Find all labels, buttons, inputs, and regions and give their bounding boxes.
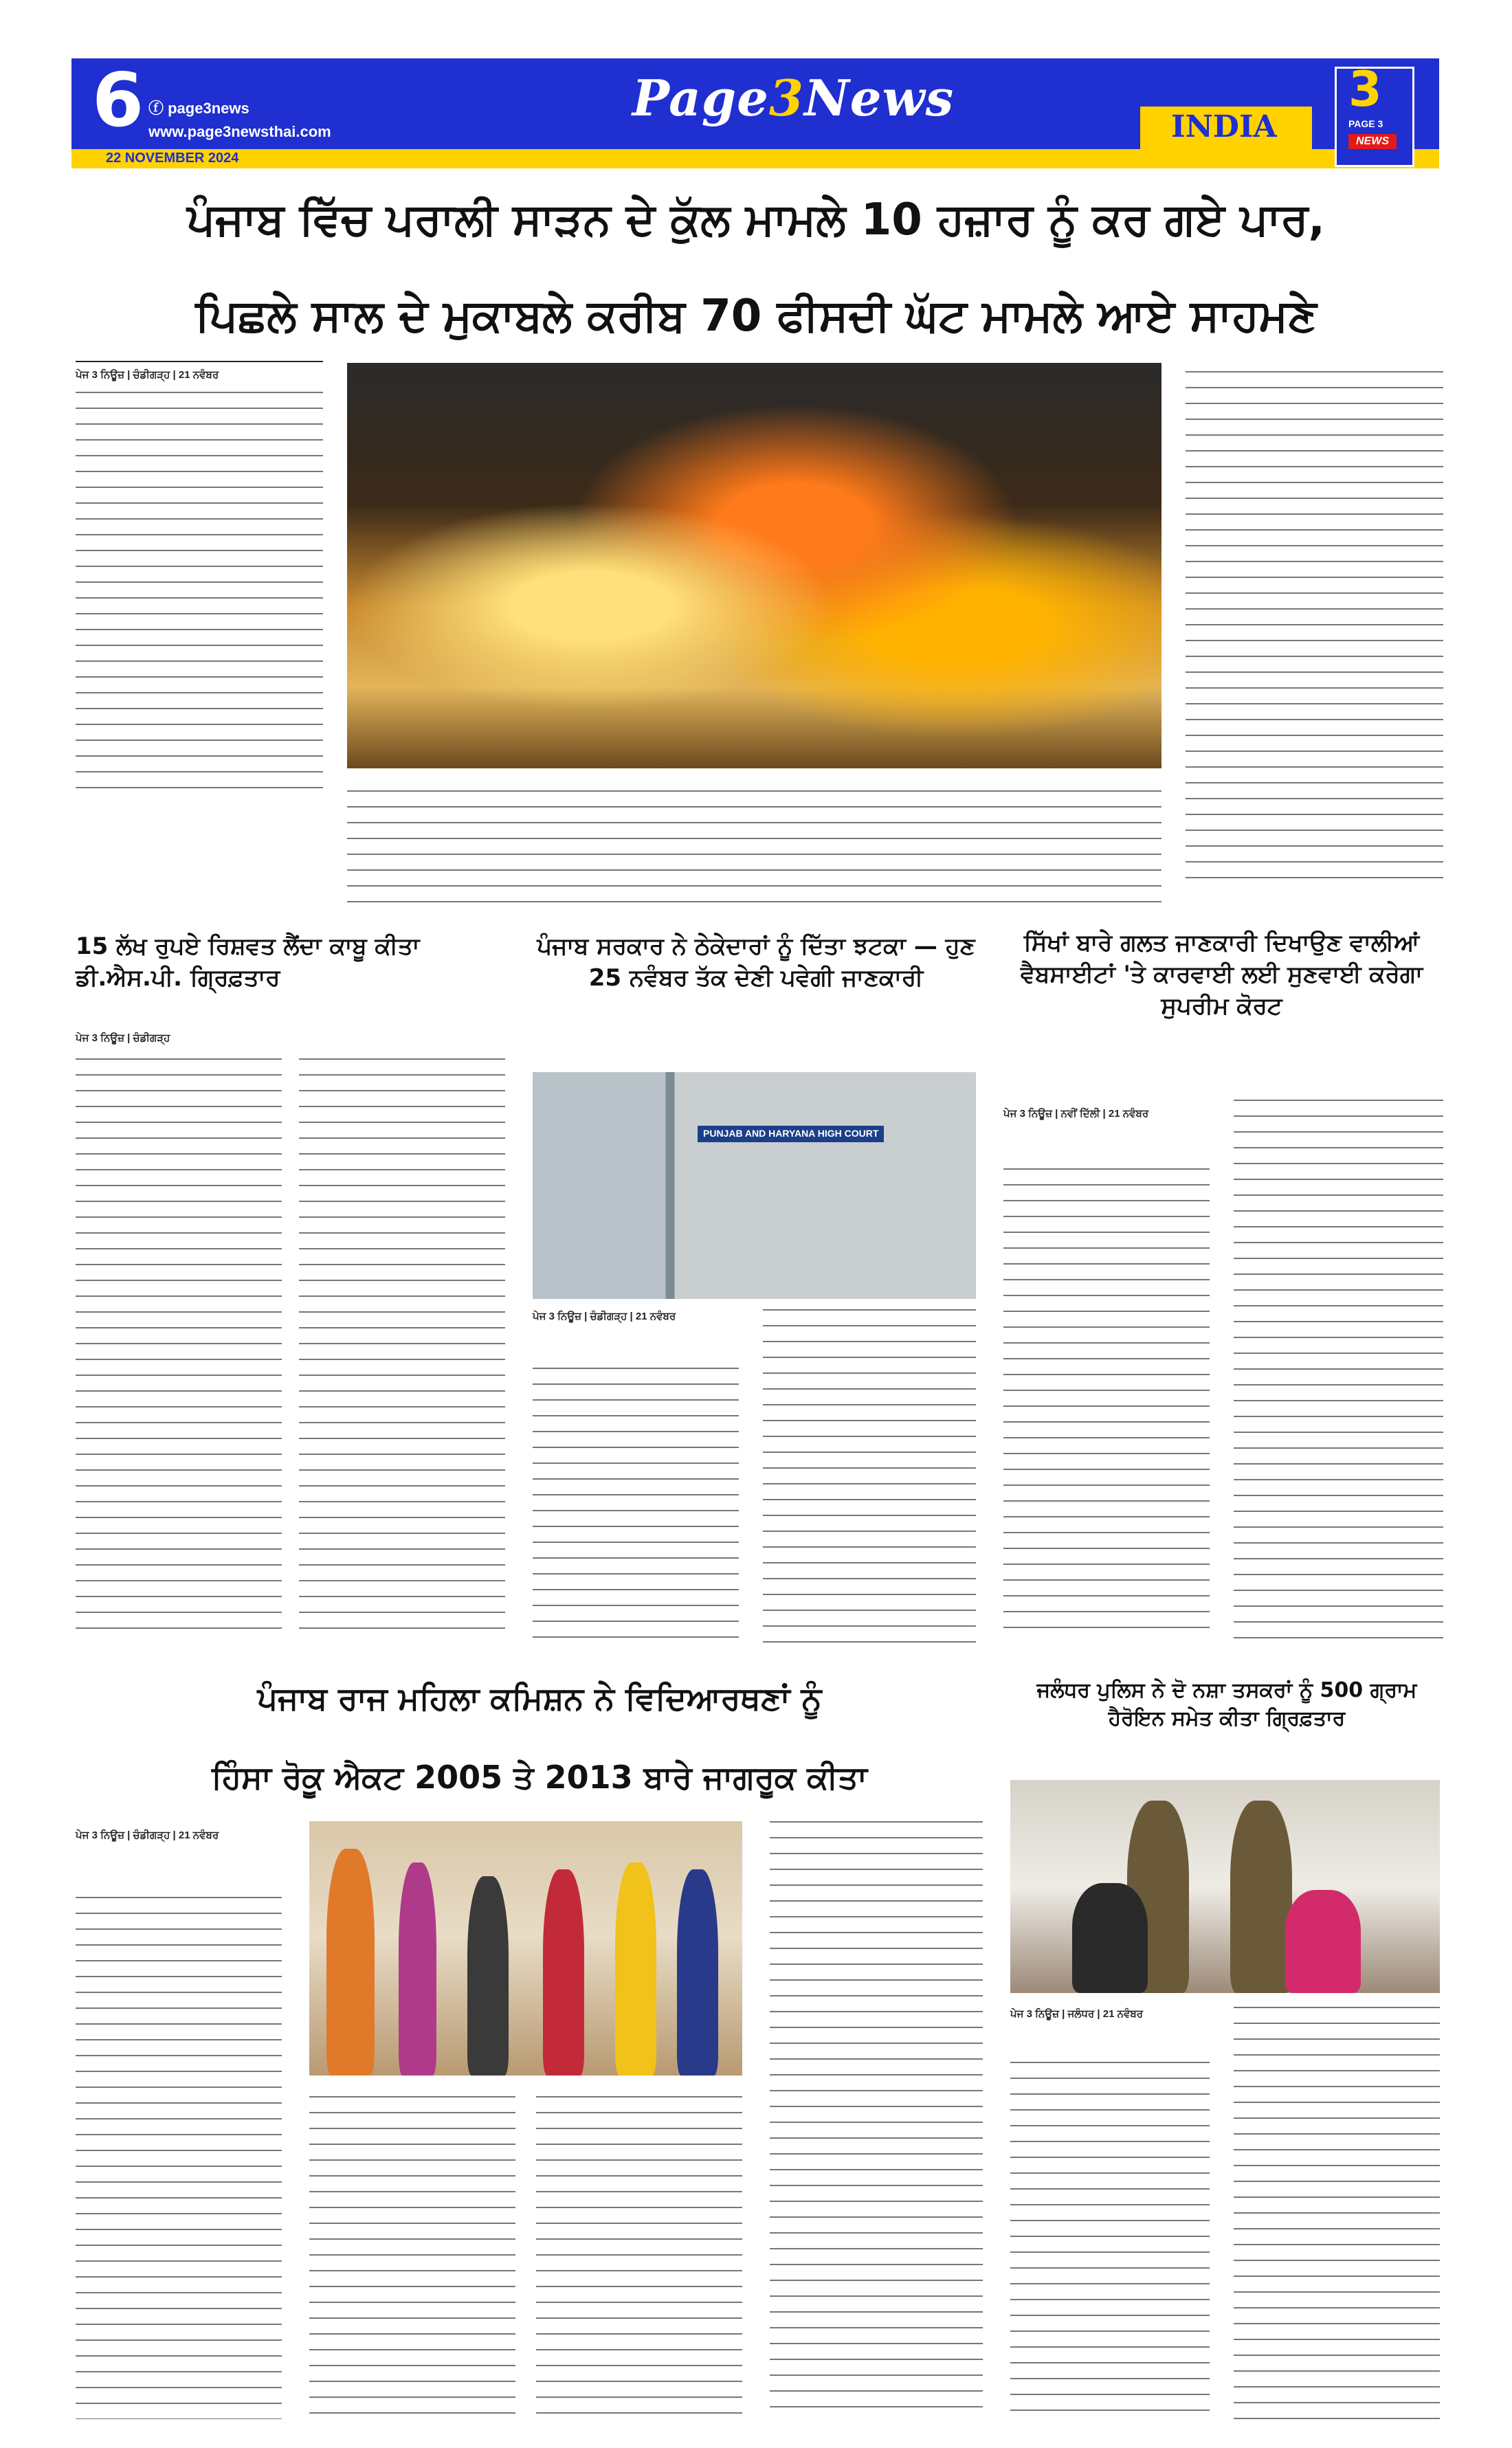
story5-column-4 — [770, 1821, 983, 2419]
story6-column-1 — [1010, 2062, 1210, 2419]
website-link[interactable]: www.page3newsthai.com — [148, 123, 331, 140]
person-figure — [399, 1862, 436, 2076]
person-figure — [1072, 1883, 1148, 1993]
story6-column-2 — [1234, 2007, 1440, 2419]
issue-date: 22 NOVEMBER 2024 — [106, 151, 239, 166]
brand-logo — [601, 69, 986, 127]
story4-column-2 — [1234, 1100, 1443, 1643]
story5-column-2 — [309, 2096, 515, 2419]
masthead — [71, 58, 1439, 168]
story5-headline-line1: ਪੰਜਾਬ ਰਾਜ ਮਹਿਲਾ ਕਮਿਸ਼ਨ ਨੇ ਵਿਦਿਆਰਥਣਾਂ ਨੂੰ — [257, 1680, 822, 1717]
story4-byline: ਪੇਜ 3 ਨਿਊਜ਼ | ਨਵੀਂ ਦਿੱਲੀ | 21 ਨਵੰਬਰ — [1003, 1108, 1149, 1120]
social-handle: ⓕ page3news — [148, 100, 249, 117]
lead-column-bottom — [347, 790, 1161, 914]
story3-headline: ਪੰਜਾਬ ਸਰਕਾਰ ਨੇ ਠੇਕੇਦਾਰਾਂ ਨੂੰ ਦਿੱਤਾ ਝਟਕਾ — ਹੁਣ 25 ਨਵੰਬਰ ਤੱਕ ਦੇਣੀ ਪਵੇਗੀ ਜਾਣਕਾਰੀ — [537, 933, 975, 992]
story2-column-1 — [76, 1058, 282, 1643]
award-ceremony-photo — [309, 1821, 742, 2076]
corner-logo-news: NEWS — [1348, 134, 1397, 149]
story3-column-2 — [763, 1309, 976, 1643]
person-figure — [1230, 1801, 1292, 1993]
brand-prefix: Page — [632, 69, 769, 127]
lead-byline: ਪੇਜ 3 ਨਿਊਜ਼ | ਚੰਡੀਗੜ੍ਹ | 21 ਨਵੰਬਰ — [76, 369, 219, 381]
divider — [76, 361, 323, 362]
person-figure — [615, 1862, 656, 2076]
lead-column-right — [1186, 371, 1443, 880]
lead-column-1 — [76, 392, 323, 790]
story4-column-1 — [1003, 1168, 1210, 1643]
story5-column-3 — [536, 2096, 742, 2419]
story2-column-2 — [299, 1058, 505, 1643]
page-number: 6 — [92, 58, 144, 144]
corner-logo-number: 3 — [1348, 61, 1382, 118]
story2-headline: 15 ਲੱਖ ਰੁਪਏ ਰਿਸ਼ਵਤ ਲੈਂਦਾ ਕਾਬੂ ਕੀਤਾ ਡੀ.ਐਸ.ਪੀ. ਗ੍ਰਿਫ਼ਤਾਰ — [76, 933, 420, 992]
person-figure — [543, 1869, 584, 2076]
story5-column-1 — [76, 1897, 282, 2419]
edition-label: INDIA — [1171, 109, 1277, 144]
brand-three: 3 — [768, 69, 804, 127]
high-court-sign: PUNJAB AND HARYANA HIGH COURT — [698, 1126, 884, 1142]
story6-byline: ਪੇਜ 3 ਨਿਊਜ਼ | ਜਲੰਧਰ | 21 ਨਵੰਬਰ — [1010, 2008, 1144, 2020]
person-figure — [467, 1876, 509, 2076]
story3-byline: ਪੇਜ 3 ਨਿਊਜ਼ | ਚੰਡੀਗੜ੍ਹ | 21 ਨਵੰਬਰ — [533, 1311, 676, 1322]
person-figure — [326, 1849, 375, 2076]
brand-suffix: News — [803, 69, 955, 127]
police-arrest-photo — [1010, 1780, 1440, 1993]
high-court-photo — [533, 1072, 976, 1299]
lead-headline-line2: ਪਿਛਲੇ ਸਾਲ ਦੇ ਮੁਕਾਬਲੇ ਕਰੀਬ 70 ਫੀਸਦੀ ਘੱਟ ਮਾਮਲੇ ਆਏ ਸਾਹਮਣੇ — [195, 291, 1317, 342]
corner-logo-sub: PAGE 3 — [1348, 118, 1383, 129]
story2-byline: ਪੇਜ 3 ਨਿਊਜ਼ | ਚੰਡੀਗੜ੍ਹ — [76, 1032, 170, 1044]
lead-headline-line1: ਪੰਜਾਬ ਵਿੱਚ ਪਰਾਲੀ ਸਾੜਨ ਦੇ ਕੁੱਲ ਮਾਮਲੇ 10 ਹਜ਼ਾਰ ਨੂੰ ਕਰ ਗਏ ਪਾਰ, — [187, 194, 1325, 245]
story6-headline: ਜਲੰਧਰ ਪੁਲਿਸ ਨੇ ਦੋ ਨਸ਼ਾ ਤਸਕਰਾਂ ਨੂੰ 500 ਗ੍ਰਾਮ ਹੈਰੋਇਨ ਸਮੇਤ ਕੀਤਾ ਗ੍ਰਿਫ਼ਤਾਰ — [1036, 1678, 1417, 1731]
story5-headline-line2: ਹਿੰਸਾ ਰੋਕੂ ਐਕਟ 2005 ਤੇ 2013 ਬਾਰੇ ਜਾਗਰੂਕ ਕੀਤਾ — [212, 1759, 867, 1796]
story5-byline: ਪੇਜ 3 ਨਿਊਜ਼ | ਚੰਡੀਗੜ੍ਹ | 21 ਨਵੰਬਰ — [76, 1829, 219, 1841]
person-figure — [677, 1869, 718, 2076]
date-strip — [71, 149, 1439, 168]
stubble-fire-photo — [347, 363, 1161, 768]
person-figure — [1285, 1890, 1361, 1993]
story4-headline: ਸਿੱਖਾਂ ਬਾਰੇ ਗਲਤ ਜਾਣਕਾਰੀ ਦਿਖਾਉਣ ਵਾਲੀਆਂ ਵੈਬਸਾਈਟਾਂ 'ਤੇ ਕਾਰਵਾਈ ਲਈ ਸੁਣਵਾਈ ਕਰੇਗਾ ਸੁਪਰੀਮ ਕੋਰਟ — [1020, 929, 1423, 1020]
story3-column-1 — [533, 1368, 739, 1643]
